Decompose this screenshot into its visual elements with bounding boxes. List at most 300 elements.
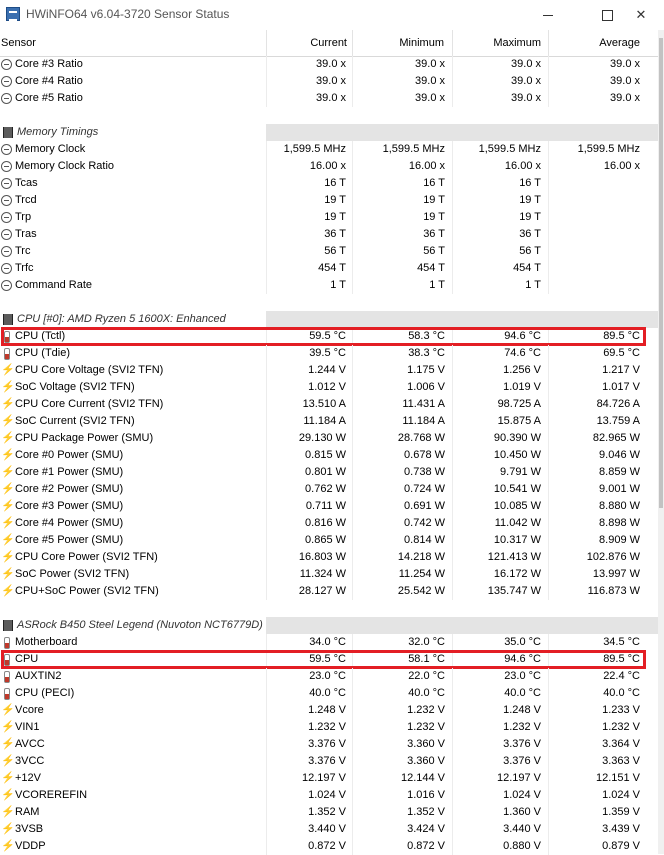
sensor-label: CPU+SoC Power (SVI2 TFN) [15,585,159,597]
maximum-value: 1.019 V [503,381,541,393]
minimum-value: 0.724 W [404,483,445,495]
current-value: 1.352 V [308,806,346,818]
current-value: 39.0 x [316,75,346,87]
sensor-label: Core #0 Power (SMU) [15,449,124,461]
minimum-value: 39.0 x [415,58,445,70]
close-icon: ✕ [635,7,647,22]
maximum-value: 90.390 W [493,432,541,444]
sensor-row[interactable] [0,73,658,90]
minimum-value: 39.0 x [415,92,445,104]
maximum-value: 10.317 W [493,534,541,546]
lightning-icon: ⚡ [1,568,15,580]
minimum-value: 1.006 V [407,381,445,393]
average-value: 8.880 W [599,500,640,512]
average-value: 1,599.5 MHz [577,143,640,155]
sensor-label: Core #4 Ratio [15,75,83,87]
current-value: 0.816 W [305,517,346,529]
maximum-value: 56 T [519,245,541,257]
column-header-current[interactable]: Current [310,37,347,49]
minimum-value: 58.3 °C [408,330,445,342]
group-band [266,311,658,328]
lightning-icon: ⚡ [1,466,15,478]
lightning-icon: ⚡ [1,449,15,461]
current-value: 1.012 V [308,381,346,393]
sensor-row[interactable] [0,158,658,175]
minimum-value: 3.360 V [407,738,445,750]
minimum-value: 0.738 W [404,466,445,478]
clock-icon [1,160,12,173]
sensor-row[interactable] [0,345,658,362]
lightning-icon: ⚡ [1,738,15,750]
maximum-value: 1.024 V [503,789,541,801]
average-value: 8.859 W [599,466,640,478]
minimize-icon [543,15,553,16]
minimum-value: 38.3 °C [408,347,445,359]
minimum-value: 0.691 W [404,500,445,512]
sensor-label: Core #1 Power (SMU) [15,466,124,478]
lightning-icon: ⚡ [1,364,15,376]
maximum-value: 36 T [519,228,541,240]
sensor-label: VCOREREFIN [15,789,88,801]
maximize-icon [602,10,613,21]
sensor-row[interactable] [0,583,658,600]
current-value: 0.762 W [305,483,346,495]
scrollbar-thumb[interactable] [659,38,663,508]
sensor-label: Tras [15,228,37,240]
maximum-value: 39.0 x [511,58,541,70]
current-value: 3.376 V [308,755,346,767]
maximum-value: 10.450 W [493,449,541,461]
sensor-row[interactable] [0,379,658,396]
cell-divider [548,175,549,192]
sensor-label: Command Rate [15,279,93,291]
app-icon [6,7,20,21]
maximum-value: 3.376 V [503,738,541,750]
current-value: 16.803 W [298,551,346,563]
lightning-icon: ⚡ [1,721,15,733]
minimum-value: 11.184 A [402,415,445,427]
current-value: 13.510 A [302,398,346,410]
minimum-value: 14.218 W [397,551,445,563]
maximum-value: 1.232 V [503,721,541,733]
sensor-row[interactable] [0,481,658,498]
sensor-label: Trc [15,245,31,257]
sensor-label: SoC Current (SVI2 TFN) [15,415,135,427]
average-value: 34.5 °C [603,636,640,648]
maximum-value: 16.172 W [493,568,541,580]
sensor-label: Core #5 Power (SMU) [15,534,124,546]
minimum-value: 0.872 V [407,840,445,852]
sensor-label: SoC Voltage (SVI2 TFN) [15,381,135,393]
current-value: 1.244 V [308,364,346,376]
sensor-row[interactable] [0,787,658,804]
lightning-icon: ⚡ [1,704,15,716]
current-value: 19 T [324,194,346,206]
minimum-value: 1.232 V [407,721,445,733]
chip-icon [3,314,13,325]
average-value: 89.5 °C [603,330,640,342]
sensor-label: VIN1 [15,721,40,733]
minimum-value: 0.742 W [404,517,445,529]
sensor-row[interactable] [0,396,658,413]
minimum-value: 40.0 °C [408,687,445,699]
minimum-value: 454 T [417,262,445,274]
sensor-label: CPU Core Power (SVI2 TFN) [15,551,158,563]
sensor-label: Vcore [15,704,44,716]
sensor-row[interactable] [0,753,658,770]
clock-icon [1,228,12,241]
sensor-label: Motherboard [15,636,78,648]
current-value: 16 T [324,177,346,189]
current-value: 11.184 A [303,415,346,427]
current-value: 3.376 V [308,738,346,750]
sensor-label: AUXTIN2 [15,670,62,682]
minimum-value: 1.016 V [407,789,445,801]
sensor-label: CPU (Tdie) [15,347,71,359]
minimum-value: 3.424 V [407,823,445,835]
maximum-value: 39.0 x [511,92,541,104]
average-value: 116.873 W [587,585,640,597]
chip-icon [3,127,13,138]
minimum-value: 3.360 V [407,755,445,767]
current-value: 28.127 W [298,585,346,597]
current-value: 39.0 x [316,58,346,70]
sensor-label: CPU Core Current (SVI2 TFN) [15,398,164,410]
clock-icon [1,262,12,275]
sensor-label: Memory Clock [15,143,86,155]
sensor-row[interactable] [0,175,658,192]
group-band [266,617,658,634]
sensor-label: VDDP [15,840,46,852]
sensor-row[interactable] [0,566,658,583]
maximum-value: 3.440 V [503,823,541,835]
sensor-row[interactable] [0,668,658,685]
sensor-label: Tcas [15,177,38,189]
clock-icon [1,279,12,292]
average-value: 3.364 V [602,738,640,750]
lightning-icon: ⚡ [1,517,15,529]
current-value: 36 T [324,228,346,240]
maximum-value: 454 T [513,262,541,274]
current-value: 1.248 V [308,704,346,716]
sensor-label: 3VSB [15,823,44,835]
average-value: 1.024 V [602,789,640,801]
current-value: 0.711 W [305,500,346,512]
lightning-icon: ⚡ [1,483,15,495]
minimum-value: 39.0 x [415,75,445,87]
current-value: 19 T [324,211,346,223]
sensor-label: CPU [15,653,39,665]
maximum-value: 3.376 V [503,755,541,767]
sensor-row[interactable] [0,209,658,226]
current-value: 39.5 °C [309,347,346,359]
sensor-row[interactable] [0,515,658,532]
maximum-value: 1.248 V [503,704,541,716]
sensor-label: 3VCC [15,755,45,767]
lightning-icon: ⚡ [1,755,15,767]
current-value: 40.0 °C [309,687,346,699]
cell-divider [548,260,549,277]
sensor-row[interactable] [0,464,658,481]
sensor-row[interactable] [0,447,658,464]
lightning-icon: ⚡ [1,415,15,427]
maximum-value: 94.6 °C [504,653,541,665]
lightning-icon: ⚡ [1,806,15,818]
sensor-label: Trp [15,211,32,223]
maximum-value: 19 T [519,211,541,223]
current-value: 0.872 V [308,840,346,852]
sensor-row[interactable] [0,328,658,345]
current-value: 56 T [324,245,346,257]
sensor-label: Core #2 Power (SMU) [15,483,124,495]
average-value: 1.359 V [602,806,640,818]
group-label: ASRock B450 Steel Legend (Nuvoton NCT6779D) [17,619,263,631]
maximum-value: 1,599.5 MHz [478,143,541,155]
average-value: 12.151 V [595,772,640,784]
close-button[interactable] [618,0,664,30]
current-value: 1.024 V [308,789,346,801]
average-value: 3.363 V [602,755,640,767]
maximum-value: 16 T [519,177,541,189]
minimum-value: 58.1 °C [408,653,445,665]
maximum-value: 9.791 W [500,466,541,478]
current-value: 34.0 °C [309,636,346,648]
minimum-value: 1 T [429,279,445,291]
group-header-row[interactable] [0,124,658,141]
spacer-row [0,600,658,617]
minimum-value: 16 T [423,177,445,189]
minimum-value: 11.431 A [402,398,445,410]
current-value: 11.324 W [299,568,346,580]
sensor-row[interactable] [0,277,658,294]
maximum-value: 1 T [525,279,541,291]
average-value: 102.876 W [586,551,640,563]
clock-icon [1,177,12,190]
spacer-row [0,107,658,124]
lightning-icon: ⚡ [1,432,15,444]
sensor-row[interactable] [0,430,658,447]
cell-divider [548,209,549,226]
sensor-row[interactable] [0,413,658,430]
thermometer-icon [1,347,12,360]
sensor-label: CPU Core Voltage (SVI2 TFN) [15,364,164,376]
thermometer-icon [1,330,12,343]
group-label: CPU [#0]: AMD Ryzen 5 1600X: Enhanced [17,313,226,325]
column-header-minimum[interactable]: Minimum [399,37,444,49]
average-value: 39.0 x [610,58,640,70]
sensor-row[interactable] [0,702,658,719]
vertical-scrollbar[interactable] [658,30,664,854]
column-header [0,30,658,57]
maximum-value: 12.197 V [496,772,541,784]
average-value: 22.4 °C [603,670,640,682]
current-value: 1,599.5 MHz [283,143,346,155]
maximum-value: 10.085 W [493,500,541,512]
thermometer-icon [1,653,12,666]
cell-divider [548,243,549,260]
window-title: HWiNFO64 v6.04-3720 Sensor Status [26,7,230,21]
sensor-row[interactable] [0,226,658,243]
minimum-value: 56 T [423,245,445,257]
minimum-value: 0.678 W [404,449,445,461]
minimize-button[interactable] [525,0,571,30]
sensor-row[interactable] [0,838,658,855]
lightning-icon: ⚡ [1,840,15,852]
column-divider[interactable] [352,30,353,56]
sensor-label: Core #5 Ratio [15,92,83,104]
current-value: 454 T [318,262,346,274]
column-header-maximum[interactable]: Maximum [493,37,541,49]
current-value: 0.815 W [305,449,346,461]
maximum-value: 35.0 °C [504,636,541,648]
thermometer-icon [1,687,12,700]
sensor-row[interactable] [0,362,658,379]
title-bar[interactable] [0,0,664,30]
average-value: 8.909 W [599,534,640,546]
column-divider[interactable] [548,30,549,56]
sensor-label: Memory Clock Ratio [15,160,115,172]
maximum-value: 19 T [519,194,541,206]
maximum-value: 16.00 x [504,160,541,172]
lightning-icon: ⚡ [1,398,15,410]
clock-icon [1,58,12,71]
sensor-row[interactable] [0,804,658,821]
column-divider[interactable] [266,30,267,56]
average-value: 69.5 °C [603,347,640,359]
spacer-row [0,294,658,311]
sensor-row[interactable] [0,634,658,651]
thermometer-icon [1,636,12,649]
column-header-average[interactable]: Average [599,37,640,49]
maximum-value: 121.413 W [487,551,541,563]
maximum-value: 23.0 °C [504,670,541,682]
sensor-row[interactable] [0,719,658,736]
average-value: 1.017 V [602,381,640,393]
current-value: 59.5 °C [309,330,346,342]
average-value: 13.997 W [592,568,640,580]
maximum-value: 135.747 W [487,585,541,597]
sensor-label: Core #3 Power (SMU) [15,500,124,512]
clock-icon [1,245,12,258]
current-value: 23.0 °C [309,670,346,682]
average-value: 84.726 A [596,398,640,410]
sensor-row[interactable] [0,685,658,702]
sensor-row[interactable] [0,532,658,549]
current-value: 16.00 x [309,160,346,172]
group-header-row[interactable] [0,311,658,328]
sensor-label: CPU (PECI) [15,687,75,699]
sensor-label: Trcd [15,194,37,206]
clock-icon [1,194,12,207]
maximum-value: 40.0 °C [504,687,541,699]
sensor-row[interactable] [0,821,658,838]
lightning-icon: ⚡ [1,823,15,835]
lightning-icon: ⚡ [1,381,15,393]
average-value: 39.0 x [610,75,640,87]
maximum-value: 0.880 V [503,840,541,852]
clock-icon [1,211,12,224]
cell-divider [548,192,549,209]
current-value: 1.232 V [308,721,346,733]
current-value: 59.5 °C [309,653,346,665]
group-label: Memory Timings [17,126,99,138]
current-value: 0.865 W [305,534,346,546]
average-value: 82.965 W [592,432,640,444]
clock-icon [1,92,12,105]
sensor-label: Core #4 Power (SMU) [15,517,124,529]
average-value: 8.898 W [599,517,640,529]
minimum-value: 11.254 W [398,568,445,580]
clock-icon [1,143,12,156]
sensor-row[interactable] [0,549,658,566]
average-value: 9.046 W [599,449,640,461]
lightning-icon: ⚡ [1,585,15,597]
minimum-value: 12.144 V [400,772,445,784]
average-value: 1.233 V [602,704,640,716]
maximum-value: 10.541 W [493,483,541,495]
average-value: 40.0 °C [603,687,640,699]
sensor-row[interactable] [0,90,658,107]
minimum-value: 28.768 W [397,432,445,444]
maximum-value: 39.0 x [511,75,541,87]
cell-divider [548,226,549,243]
group-header-row[interactable] [0,617,658,634]
sensor-row[interactable] [0,260,658,277]
sensor-row[interactable] [0,498,658,515]
minimum-value: 36 T [423,228,445,240]
sensor-label: AVCC [15,738,45,750]
maximum-value: 94.6 °C [504,330,541,342]
column-divider[interactable] [452,30,453,56]
sensor-row[interactable] [0,736,658,753]
chip-icon [3,620,13,631]
average-value: 89.5 °C [603,653,640,665]
sensor-row[interactable] [0,770,658,787]
minimum-value: 1.232 V [407,704,445,716]
sensor-list [0,56,658,855]
minimum-value: 16.00 x [408,160,445,172]
sensor-label: SoC Power (SVI2 TFN) [15,568,130,580]
maximum-value: 15.875 A [497,415,541,427]
maximum-value: 1.256 V [503,364,541,376]
column-header-sensor[interactable]: Sensor [1,37,36,49]
sensor-label: +12V [15,772,41,784]
sensor-row[interactable] [0,56,658,73]
minimum-value: 32.0 °C [408,636,445,648]
current-value: 39.0 x [316,92,346,104]
maximum-value: 11.042 W [494,517,541,529]
minimum-value: 22.0 °C [408,670,445,682]
sensor-label: CPU Package Power (SMU) [15,432,154,444]
current-value: 1 T [330,279,346,291]
minimum-value: 19 T [423,211,445,223]
lightning-icon: ⚡ [1,500,15,512]
sensor-row[interactable] [0,243,658,260]
sensor-row[interactable] [0,192,658,209]
minimum-value: 1,599.5 MHz [382,143,445,155]
sensor-row[interactable] [0,141,658,158]
sensor-row[interactable] [0,651,658,668]
maximum-value: 1.360 V [503,806,541,818]
average-value: 1.232 V [602,721,640,733]
current-value: 29.130 W [298,432,346,444]
lightning-icon: ⚡ [1,772,15,784]
clock-icon [1,75,12,88]
maximum-value: 98.725 A [497,398,541,410]
average-value: 0.879 V [602,840,640,852]
minimum-value: 1.352 V [407,806,445,818]
average-value: 39.0 x [610,92,640,104]
